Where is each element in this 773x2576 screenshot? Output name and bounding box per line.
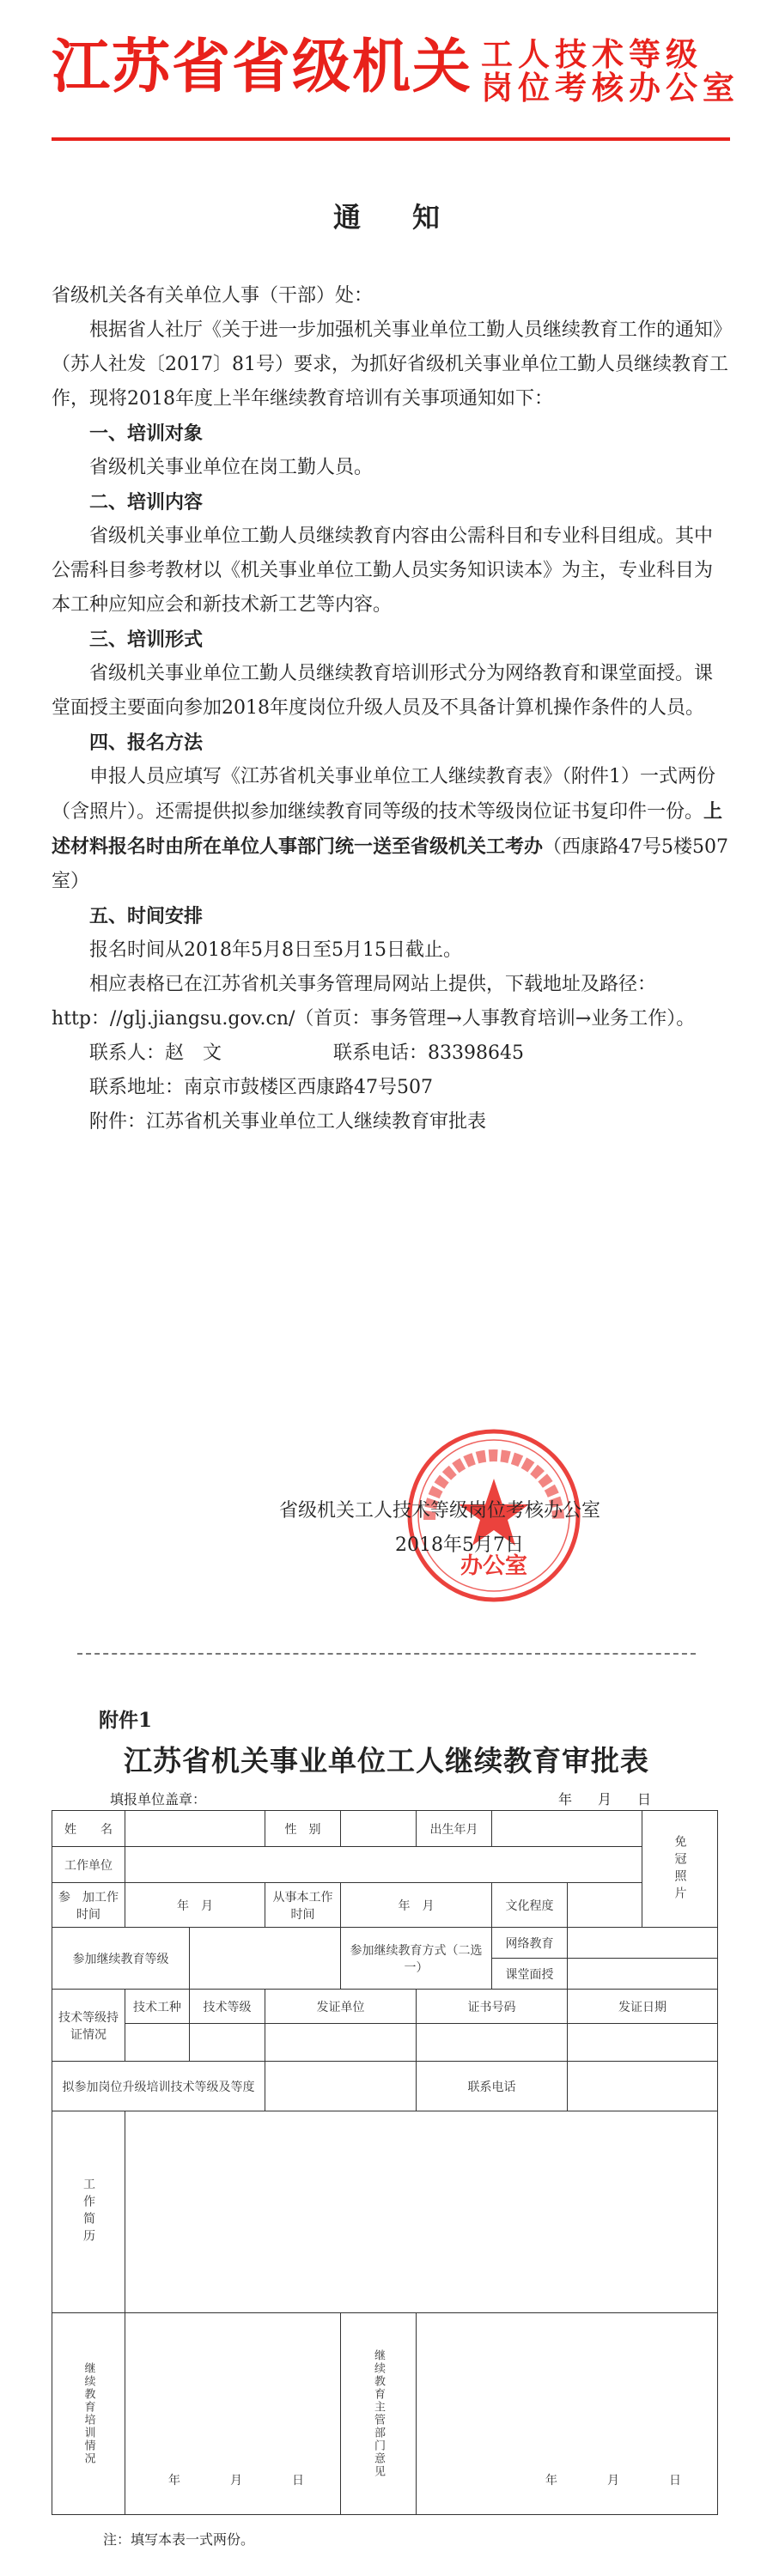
form-field[interactable] [568, 1959, 718, 1990]
table-row [52, 2062, 718, 2111]
contact-person: 联系人：赵 文 [89, 1042, 222, 1064]
table-row [52, 1990, 718, 2024]
form-field[interactable] [568, 2062, 718, 2111]
letterhead-rule [52, 137, 730, 141]
section-heading: 五、时间安排 [89, 905, 204, 927]
form-label: 课堂面授 [492, 1959, 568, 1990]
form-field[interactable] [417, 2024, 568, 2062]
form-field[interactable] [492, 1811, 642, 1847]
form-field[interactable] [125, 2313, 341, 2515]
form-field[interactable] [125, 1847, 642, 1883]
letterhead-side-line2: 岗位考核办公室 [481, 68, 740, 106]
section-heading: 一、培训对象 [89, 422, 204, 445]
form-label: 工作单位 [52, 1847, 125, 1883]
approval-form-table [52, 1810, 718, 2515]
form-field[interactable] [265, 2062, 417, 2111]
section-heading: 三、培训形式 [89, 629, 204, 651]
form-label: 姓 名 [52, 1811, 125, 1847]
opinion-label: 继续教育主管部门意见 [372, 2349, 385, 2478]
section-heading: 二、培训内容 [89, 491, 204, 513]
table-row [52, 1811, 718, 1847]
training-label: 继续教育培训情况 [82, 2362, 95, 2465]
form-label: 性 别 [265, 1811, 341, 1847]
letterhead-side-line1: 工人技术等级 [481, 35, 703, 73]
form-field[interactable] [568, 1928, 718, 1959]
photo-cell[interactable] [642, 1811, 718, 1928]
section-body-emphasis: 上述材料报名时由所在单位人事部门统一送至省级机关工考办 [52, 800, 723, 858]
section-body-text: 申报人员应填写《江苏省机关事业单位工人继续教育表》（附件1）一式两份（含照片）。还需提供拟参加继续教育同等级的技术等级岗位证书复印件一份。 [52, 766, 715, 823]
table-row [52, 1883, 718, 1928]
form-note: 注：填写本表一式两份。 [103, 2531, 255, 2548]
form-label: 文化程度 [492, 1883, 568, 1928]
form-field[interactable]: 年 月 [341, 1883, 492, 1928]
form-label: 参加继续教育等级 [52, 1928, 190, 1990]
download-paragraph: 相应表格已在江苏省机关事务管理局网站上提供，下载地址及路径：http：//glj.jiangsu.gov.cn/（首页：事务管理→人事教育培训→业务工作）。 [52, 974, 696, 1030]
resume-label: 工作简历 [82, 2178, 95, 2246]
form-label: 技术等级持证情况 [52, 1990, 125, 2062]
signoff-date: 2018年5月7日 [395, 1534, 524, 1556]
section-body [52, 760, 730, 899]
form-field[interactable] [341, 1811, 417, 1847]
form-label: 发证日期 [568, 1990, 718, 2024]
form-field[interactable] [125, 2111, 718, 2313]
table-row [52, 1847, 718, 1883]
form-field[interactable] [190, 2024, 265, 2062]
signoff-org: 省级机关工人技术等级岗位考核办公室 [279, 1500, 601, 1522]
page-divider [77, 1653, 696, 1655]
photo-label: 免冠照片 [673, 1834, 687, 1904]
date-placeholder: 年 月 日 [168, 2474, 323, 2488]
form-label: 发证单位 [265, 1990, 417, 2024]
form-field[interactable] [568, 2024, 718, 2062]
form-field[interactable] [125, 2024, 190, 2062]
form-date-label: 年月日 [557, 1791, 677, 1807]
form-label: 技术工种 [125, 1990, 190, 2024]
contact-address: 联系地址：南京市鼓楼区西康路47号507 [89, 1077, 433, 1098]
form-label: 从事本工作时间 [265, 1883, 341, 1928]
letterhead-side [481, 35, 740, 106]
table-row [52, 1928, 718, 1959]
signoff [262, 1494, 691, 1563]
notice-title: 通知 [332, 201, 491, 234]
section-body-tail: （西康路47号5楼507室） [52, 836, 728, 892]
addressee: 省级机关各有关单位人事（干部）处： [52, 285, 374, 307]
form-label: 出生年月 [417, 1811, 492, 1847]
section-body: 报名时间从2018年5月8日至5月15日截止。 [89, 939, 462, 961]
annex-label: 附件1 [99, 1709, 153, 1732]
form-label: 证书号码 [417, 1990, 568, 2024]
intro-paragraph: 根据省人社厅《关于进一步加强机关事业单位工勤人员继续教育工作的通知》（苏人社发〔2017〕81号）要求，为抓好省级机关事业单位工勤人员继续教育工作，现将2018年度上半年继续教育培训有关事项通知如下： [52, 319, 728, 410]
letterhead [52, 19, 740, 139]
form-label: 参加继续教育方式（二选一） [341, 1928, 492, 1990]
form-field[interactable] [265, 2024, 417, 2062]
section-body: 省级机关事业单位在岗工勤人员。 [89, 457, 374, 478]
table-row [52, 2313, 718, 2515]
form-label [341, 2313, 417, 2515]
section-heading: 四、报名方法 [89, 732, 204, 754]
form-field[interactable] [125, 1811, 265, 1847]
form-field[interactable] [417, 2313, 718, 2515]
notice-body [52, 279, 730, 1139]
letterhead-main: 江苏省省级机关 [52, 33, 473, 101]
form-label: 网络教育 [492, 1928, 568, 1959]
form-field[interactable] [190, 1928, 341, 1990]
form-field[interactable]: 年 月 [125, 1883, 265, 1928]
form-label: 联系电话 [417, 2062, 568, 2111]
form-meta [110, 1789, 677, 1808]
section-body: 省级机关事业单位工勤人员继续教育内容由公需科目和专业科目组成。其中公需科目参考教材以《机关事业单位工勤人员实务知识读本》为主，专业科目为本工种应知应会和新技术新工艺等内容。 [52, 526, 714, 616]
form-label [52, 2313, 125, 2515]
form-field[interactable] [568, 1883, 642, 1928]
table-row [52, 2111, 718, 2313]
seal-center-text: 办公室 [460, 1553, 528, 1579]
form-label [52, 2111, 125, 2313]
section-body: 省级机关事业单位工勤人员继续教育培训形式分为网络教育和课堂面授。课堂面授主要面向参加2018年度岗位升级人员及不具备计算机操作条件的人员。 [52, 663, 714, 719]
contact-phone: 联系电话：83398645 [333, 1042, 524, 1064]
table-row [52, 2024, 718, 2062]
form-label: 参 加工作时间 [52, 1883, 125, 1928]
date-placeholder: 年 月 日 [545, 2474, 700, 2488]
form-title: 江苏省机关事业单位工人继续教育审批表 [124, 1744, 649, 1777]
form-label: 技术等级 [190, 1990, 265, 2024]
form-label: 拟参加岗位升级培训技术等级及等度 [52, 2062, 265, 2111]
attachment-line: 附件：江苏省机关事业单位工人继续教育审批表 [89, 1111, 487, 1133]
contact-line [52, 1036, 730, 1071]
fill-unit-label: 填报单位盖章： [110, 1791, 207, 1807]
